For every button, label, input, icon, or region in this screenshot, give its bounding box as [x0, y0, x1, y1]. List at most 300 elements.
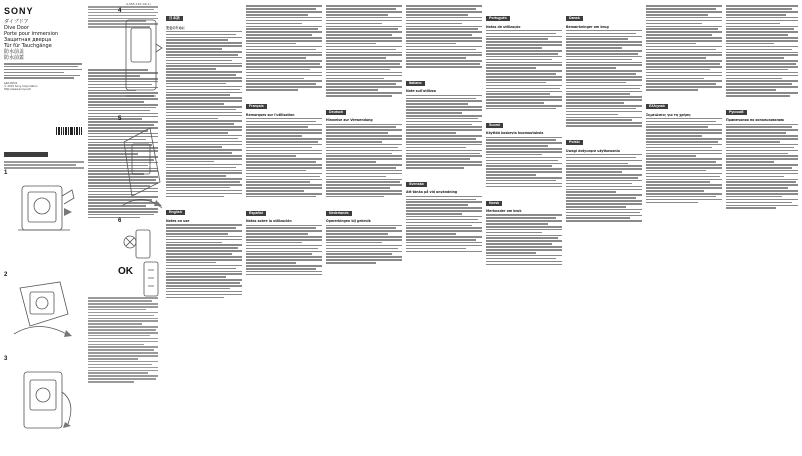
text-line [326, 227, 396, 229]
text-line [646, 8, 716, 10]
text-line [166, 268, 236, 270]
text-line [166, 256, 242, 258]
heading-da: Dansk [566, 16, 583, 21]
text-line [326, 23, 382, 25]
text-line [246, 63, 320, 65]
text-line [246, 34, 312, 36]
text-line [326, 259, 402, 261]
text-line [326, 251, 402, 253]
text-line [646, 78, 704, 80]
text-line [246, 66, 322, 68]
text-line [246, 225, 322, 227]
text-line [4, 161, 84, 163]
text-line [166, 242, 222, 244]
text-line [246, 265, 322, 267]
text-line [326, 150, 402, 152]
text-line [646, 190, 704, 192]
copyright: © 2015 Sony Corporation [4, 85, 38, 89]
text-line [166, 115, 242, 117]
text-line [486, 226, 562, 228]
text-line [326, 167, 396, 169]
text-line [166, 92, 242, 94]
text-line [646, 72, 722, 74]
text-line [166, 31, 242, 33]
text-line [166, 227, 236, 229]
text-line [726, 126, 792, 128]
text-line [726, 69, 788, 71]
text-line [486, 88, 560, 90]
header-ribbon [4, 152, 48, 157]
text-line [566, 119, 632, 121]
text-line [726, 31, 798, 33]
text-line [486, 264, 562, 266]
text-line [566, 165, 642, 167]
text-line [246, 17, 322, 19]
text-line [566, 177, 638, 179]
text-line [326, 54, 402, 56]
text-line [566, 168, 642, 170]
text-line [566, 194, 642, 196]
text-line [406, 132, 456, 134]
text-line [486, 249, 562, 251]
text-line [726, 75, 798, 77]
text-line [566, 203, 642, 205]
text-line [406, 222, 482, 224]
text-line [246, 256, 322, 258]
subheading-pl: Uwagi dotyczące użytkowania [566, 148, 620, 153]
text-line [326, 170, 402, 172]
text-line [726, 124, 798, 126]
text-line [166, 149, 242, 151]
text-line [246, 132, 322, 134]
text-line [486, 47, 542, 49]
text-line [646, 86, 722, 88]
text-line [726, 150, 798, 152]
text-line [486, 91, 562, 93]
text-line [726, 129, 798, 131]
text-line [406, 239, 476, 241]
title-block [4, 19, 86, 61]
text-line [246, 5, 322, 7]
heading-en: English [166, 210, 185, 215]
text-line [166, 63, 242, 65]
camera-housing-figure-2 [10, 274, 80, 352]
text-line [726, 196, 782, 198]
text-line [566, 56, 642, 58]
text-line [246, 20, 322, 22]
text-line [246, 253, 312, 255]
text-line [486, 105, 562, 107]
text-line [486, 67, 536, 69]
text-line [326, 75, 402, 77]
text-line [166, 170, 242, 172]
text-line [486, 64, 562, 66]
text-line [406, 233, 456, 235]
text-line [406, 46, 482, 48]
text-line [646, 161, 716, 163]
text-line [566, 212, 640, 214]
text-line [486, 235, 562, 237]
text-line [406, 199, 476, 201]
text-line [406, 141, 482, 143]
text-line [726, 60, 798, 62]
text-line [166, 106, 242, 108]
text-line [646, 23, 702, 25]
text-line [646, 155, 696, 157]
lang-list [4, 63, 86, 79]
text-line [246, 28, 318, 30]
text-line [406, 158, 470, 160]
text-line [166, 259, 242, 261]
text-line [166, 57, 242, 59]
text-line [166, 294, 242, 296]
text-line [166, 247, 238, 249]
text-line [326, 193, 402, 195]
text-line [646, 52, 722, 54]
text-line [326, 69, 390, 71]
text-line [406, 54, 482, 56]
text-line [726, 8, 792, 10]
text-line [326, 144, 402, 146]
text-line [326, 52, 402, 54]
text-line [566, 62, 642, 64]
text-line [566, 217, 630, 219]
text-line [566, 70, 642, 72]
text-line [486, 220, 562, 222]
text-line [166, 187, 230, 189]
text-line [166, 161, 214, 163]
text-line [406, 37, 482, 39]
text-line [726, 28, 794, 30]
russian-column [726, 4, 800, 452]
text-line [486, 177, 562, 179]
subheading-sv: Att tänka på vid användning [406, 190, 458, 195]
title-zh-tw: 防水前蓋 [4, 55, 25, 61]
subheading-da: Bemærkninger om brug [566, 24, 609, 29]
text-line [646, 187, 722, 189]
text-line [406, 225, 472, 227]
text-line [566, 122, 642, 124]
subheading-pt: Notas de utilização [486, 24, 521, 29]
text-line [166, 112, 242, 114]
cover-column [4, 4, 86, 452]
italian-swedish-column [406, 4, 484, 452]
text-line [566, 79, 642, 81]
text-line [406, 63, 480, 65]
text-line [246, 179, 322, 181]
text-line [246, 268, 316, 270]
text-line [486, 50, 562, 52]
text-line [566, 189, 642, 191]
text-line [566, 47, 622, 49]
heading-sv: Svenska [406, 182, 427, 187]
heading-fr: Français [246, 104, 267, 109]
text-line [326, 124, 402, 126]
text-line [406, 17, 482, 19]
text-line [486, 41, 562, 43]
text-line [326, 132, 388, 134]
model-number: AKA-DDX1 [4, 82, 18, 86]
text-line [566, 163, 628, 165]
text-line [166, 51, 242, 53]
text-line [406, 26, 482, 28]
text-line [166, 109, 236, 111]
text-line [246, 230, 322, 232]
text-line [566, 154, 642, 156]
text-line [486, 82, 546, 84]
text-line [326, 233, 388, 235]
text-line [566, 160, 642, 162]
text-line [486, 160, 558, 162]
text-line [406, 147, 466, 149]
text-line [326, 176, 386, 178]
subheading-no: Merknader om bruk [486, 209, 522, 214]
text-line [326, 129, 402, 131]
text-line [326, 190, 402, 192]
text-line [166, 71, 242, 73]
text-line [566, 50, 642, 52]
text-line [406, 138, 476, 140]
text-line [646, 40, 722, 42]
text-line [246, 72, 322, 74]
text-line [486, 44, 562, 46]
text-line [326, 179, 402, 181]
text-line [326, 245, 402, 247]
text-line [166, 233, 228, 235]
text-line [326, 95, 392, 97]
text-line [646, 43, 696, 45]
heading-el: Ελληνικά [646, 104, 668, 109]
text-line [646, 63, 720, 65]
text-line [566, 157, 636, 159]
text-line [486, 261, 562, 263]
text-line [566, 125, 642, 127]
text-line [406, 118, 478, 120]
text-line [166, 86, 242, 88]
text-line [646, 153, 722, 155]
heading-ja: 日本語 [166, 16, 183, 21]
text-line [4, 69, 82, 71]
text-line [246, 155, 296, 157]
heading-nl: Nederlands [326, 211, 352, 216]
text-line [566, 41, 642, 43]
text-line [726, 138, 798, 140]
step-4-number: 4 [118, 8, 122, 14]
text-line [166, 83, 226, 85]
heading-de: Deutsch [326, 110, 346, 115]
text-line [486, 79, 562, 81]
text-line [646, 80, 722, 82]
text-line [726, 164, 798, 166]
text-line [166, 37, 242, 39]
text-line [486, 237, 558, 239]
text-line [326, 187, 390, 189]
text-line [486, 180, 556, 182]
heading-ru: Русский [726, 110, 747, 115]
text-line [166, 94, 230, 96]
text-line [406, 95, 482, 97]
text-line [406, 150, 482, 152]
text-line [166, 97, 242, 99]
text-line [166, 181, 240, 183]
text-line [246, 158, 322, 160]
text-line [726, 66, 798, 68]
text-line [326, 8, 396, 10]
text-line [326, 86, 402, 88]
heading-no: Norsk [486, 201, 502, 206]
text-line [406, 242, 482, 244]
text-line [166, 48, 222, 50]
text-line [326, 60, 402, 62]
text-line [246, 52, 322, 54]
text-line [486, 102, 544, 104]
text-line [726, 184, 798, 186]
text-line [566, 111, 642, 113]
title-de: Tür für Tauchgänge [4, 43, 52, 49]
latch-figure-ok [140, 260, 162, 304]
text-line [646, 5, 722, 7]
text-line [406, 207, 482, 209]
text-line [326, 28, 398, 30]
text-line [246, 245, 322, 247]
housing-figure-5 [120, 122, 164, 216]
text-line [726, 181, 796, 183]
text-line [406, 57, 466, 59]
text-line [406, 161, 482, 163]
text-line [566, 36, 642, 38]
text-line [646, 196, 716, 198]
text-line [166, 80, 242, 82]
text-line [726, 5, 798, 7]
text-line [646, 138, 722, 140]
heading-it: Italiano [406, 81, 425, 86]
text-line [486, 171, 562, 173]
text-line [566, 108, 636, 110]
text-line [326, 57, 386, 59]
text-line [326, 14, 388, 16]
text-line [246, 124, 322, 126]
text-line [326, 242, 382, 244]
text-line [726, 63, 796, 65]
brand-logo: SONY [4, 6, 34, 16]
text-line [406, 5, 482, 7]
text-line [166, 123, 234, 125]
text-line [406, 153, 480, 155]
text-line [246, 135, 302, 137]
text-line [166, 276, 226, 278]
text-line [486, 36, 562, 38]
text-line [566, 33, 636, 35]
text-line [406, 135, 482, 137]
text-line [326, 164, 402, 166]
text-line [326, 31, 402, 33]
text-line [646, 181, 710, 183]
text-line [486, 240, 562, 242]
text-line [566, 64, 642, 66]
text-line [646, 69, 710, 71]
text-line [406, 98, 476, 100]
text-line [726, 158, 798, 160]
text-line [246, 271, 322, 273]
text-line [246, 75, 322, 77]
text-line [326, 256, 402, 258]
text-line [4, 77, 74, 79]
text-line [166, 77, 242, 79]
subheading-el: Σημειώσεις για τη χρήση [646, 112, 691, 117]
text-line [646, 124, 722, 126]
text-line [166, 288, 230, 290]
text-line [646, 118, 722, 120]
text-line [566, 114, 618, 116]
text-line [646, 57, 706, 59]
text-line [726, 170, 798, 172]
text-line [326, 40, 402, 42]
text-line [406, 219, 478, 221]
text-line [646, 46, 722, 48]
text-line [646, 89, 698, 91]
text-line [486, 76, 562, 78]
text-line [486, 243, 552, 245]
heading-pt: Português [486, 16, 510, 21]
text-line [166, 158, 242, 160]
text-line [726, 135, 798, 137]
text-line [246, 14, 308, 16]
text-line [246, 227, 316, 229]
text-line [486, 142, 562, 144]
text-line [406, 227, 482, 229]
text-line [566, 44, 642, 46]
text-line [646, 34, 712, 36]
text-line [726, 205, 798, 207]
text-line [246, 170, 306, 172]
text-line [406, 144, 482, 146]
text-line [326, 253, 392, 255]
text-line [166, 103, 224, 105]
subheading-ru: Примечания по использованию [726, 118, 784, 123]
text-line [486, 151, 562, 153]
text-line [406, 11, 482, 13]
text-line [406, 60, 482, 62]
text-line [326, 49, 396, 51]
text-line [326, 20, 402, 22]
text-line [406, 8, 476, 10]
portuguese-finnish-column [486, 4, 564, 452]
text-line [246, 141, 318, 143]
text-line [166, 135, 242, 137]
text-line [486, 232, 542, 234]
text-line [326, 239, 402, 241]
subheading-de: Hinweise zur Verwendung [326, 118, 373, 123]
text-line [566, 30, 642, 32]
text-line [166, 291, 242, 293]
text-line [326, 141, 382, 143]
text-line [166, 196, 224, 198]
text-line [246, 239, 322, 241]
text-line [646, 126, 708, 128]
text-line [166, 262, 216, 264]
heading-fi: Suomi [486, 123, 503, 128]
text-line [406, 14, 468, 16]
text-line [246, 118, 322, 120]
text-line [326, 161, 376, 163]
text-line [166, 45, 242, 47]
text-line [406, 204, 468, 206]
text-line [406, 167, 464, 169]
text-line [326, 158, 402, 160]
text-line [566, 171, 622, 173]
text-line [646, 202, 698, 204]
text-line [406, 100, 482, 102]
